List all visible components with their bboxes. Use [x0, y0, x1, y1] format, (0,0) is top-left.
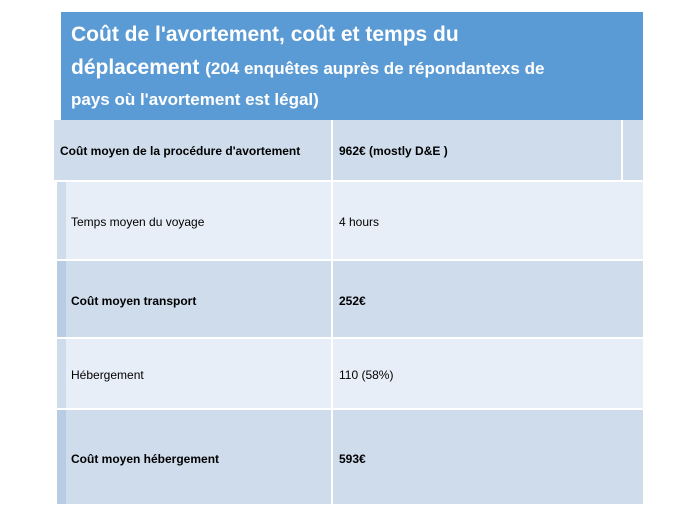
table-row — [57, 182, 643, 261]
row-label: Coût moyen transport — [71, 294, 197, 308]
title-line-3: pays où l'avortement est légal) — [71, 90, 319, 109]
row-label: Coût moyen hébergement — [71, 452, 220, 466]
table-row — [57, 410, 643, 506]
title-subtitle: (204 enquêtes auprès de répondantexs de — [205, 59, 545, 78]
row-value: 4 hours — [339, 215, 380, 229]
row-value: 962€ (mostly D&E ) — [339, 144, 448, 158]
row-label: Temps moyen du voyage — [71, 215, 205, 229]
table-cell-value — [333, 182, 643, 259]
table-cell-label — [57, 261, 333, 337]
table-row — [54, 120, 643, 182]
table-row — [57, 339, 643, 410]
slide-title — [57, 12, 643, 120]
row-value: 110 (58%) — [339, 368, 394, 382]
table-cell-value — [333, 339, 643, 408]
title-line-2 — [71, 51, 631, 85]
table-row — [57, 261, 643, 339]
table-cell-label — [54, 120, 333, 180]
row-value: 252€ — [339, 294, 366, 308]
title-main-text: déplacement — [71, 56, 200, 79]
table-cell-empty — [621, 120, 643, 180]
row-value: 593€ — [339, 452, 366, 466]
cost-table — [57, 120, 643, 506]
title-line-1: Coût de l'avortement, coût et temps du — [71, 23, 459, 46]
table-cell-value — [333, 410, 643, 504]
table-cell-value — [333, 120, 621, 180]
table-cell-label — [57, 182, 333, 259]
table-cell-label — [57, 410, 333, 504]
table-cell-label — [57, 339, 333, 408]
table-cell-value — [333, 261, 643, 337]
row-label: Hébergement — [71, 368, 144, 382]
row-label: Coût moyen de la procédure d'avortement — [60, 144, 301, 158]
